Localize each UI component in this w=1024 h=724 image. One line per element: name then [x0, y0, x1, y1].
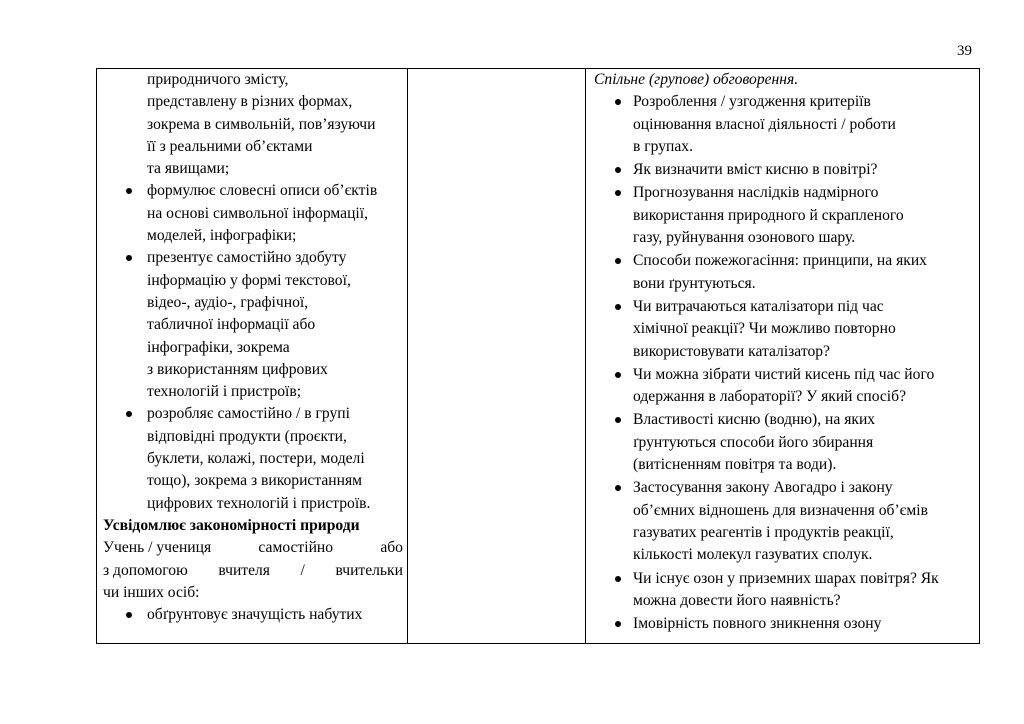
- activities-column: [586, 69, 980, 644]
- outcomes-list: [103, 180, 403, 514]
- bullet-icon: [126, 411, 132, 417]
- bullet-icon: [615, 99, 621, 105]
- bullet-icon: [126, 612, 132, 618]
- text-line: та явищами;: [147, 160, 230, 178]
- activities-list: [594, 91, 971, 635]
- list-item: Способи пожежогасіння: принципи, на яких вони ґрунтуються.: [594, 250, 971, 295]
- bullet-icon: [615, 258, 621, 264]
- section-heading: Усвідомлює закономірності природи: [103, 516, 360, 534]
- bullet-icon: [615, 304, 621, 310]
- list-item: розробляє самостійно / в групі відповідні продукти (проєкти, буклети, колажі, постери, моделі тощо), зокрема з використанням цифрових технологій і пристроїв.: [103, 403, 403, 514]
- bullet-icon: [615, 417, 621, 423]
- list-item: Застосування закону Авогадро і закону об’ємних відношень для визначення об’ємів газуватих реагентів і продуктів реакції, кількості молекул газуватих сполук.: [594, 477, 971, 566]
- list-item: формулює словесні описи об’єктів на основі символьної інформації, моделей, інфографіки;: [103, 180, 403, 247]
- bullet-icon: [615, 372, 621, 378]
- intro-text: [103, 69, 403, 180]
- text-line: природничого змісту,: [147, 71, 289, 88]
- list-item: Властивості кисню (водню), на яких ґрунтуються способи його збирання (витісненням повітря та води).: [594, 409, 971, 476]
- text-line: зокрема в символьній, пов’язуючи: [147, 115, 376, 133]
- bullet-icon: [615, 485, 621, 491]
- bullet-icon: [615, 167, 621, 173]
- text-line: її з реальними об’єктами: [147, 137, 313, 155]
- list-item: Чи існує озон у приземних шарах повітря? Як можна довести його наявність?: [594, 568, 971, 613]
- content-column: [408, 69, 586, 644]
- activities-heading: Спільне (групове) обговорення.: [594, 71, 799, 88]
- outcomes-column: [97, 69, 408, 644]
- bullet-icon: [615, 621, 621, 627]
- list-item: Прогнозування наслідків надмірного використання природного й скрапленого газу, руйнування озонового шару.: [594, 182, 971, 249]
- list-item: Чи витрачаються каталізатори під час хімічної реакції? Чи можливо повторно використовувати каталізатор?: [594, 296, 971, 363]
- justified-line: Учень / учениця самостійно або: [103, 539, 403, 557]
- list-item: Імовірність повного зникнення озону: [594, 613, 971, 635]
- outcomes-list-2: [103, 604, 403, 626]
- table-row: [97, 69, 980, 644]
- bullet-icon: [615, 576, 621, 582]
- bullet-icon: [126, 255, 132, 261]
- list-item: Як визначити вміст кисню в повітрі?: [594, 159, 971, 181]
- list-item: презентує самостійно здобуту інформацію у формі текстової, відео-, аудіо-, графічної, табличної інформації або інфографіки, зокрема з використанням цифрових технологій і пристроїв;: [103, 247, 403, 403]
- list-item: Чи можна зібрати чистий кисень під час його одержання в лабораторії? У який спосіб?: [594, 364, 971, 409]
- text-line: чи інших осіб:: [103, 583, 200, 601]
- page-number: 39: [957, 43, 972, 59]
- content-table: [96, 68, 980, 644]
- text-line: представлену в різних формах,: [147, 93, 353, 111]
- bullet-icon: [615, 190, 621, 196]
- justified-line: з допомогою вчителя / вчительки: [103, 561, 403, 579]
- bullet-icon: [126, 188, 132, 194]
- list-item: обґрунтовує значущість набутих: [103, 604, 403, 626]
- list-item: Розроблення / узгодження критеріїв оцінювання власної діяльності / роботи в групах.: [594, 91, 971, 158]
